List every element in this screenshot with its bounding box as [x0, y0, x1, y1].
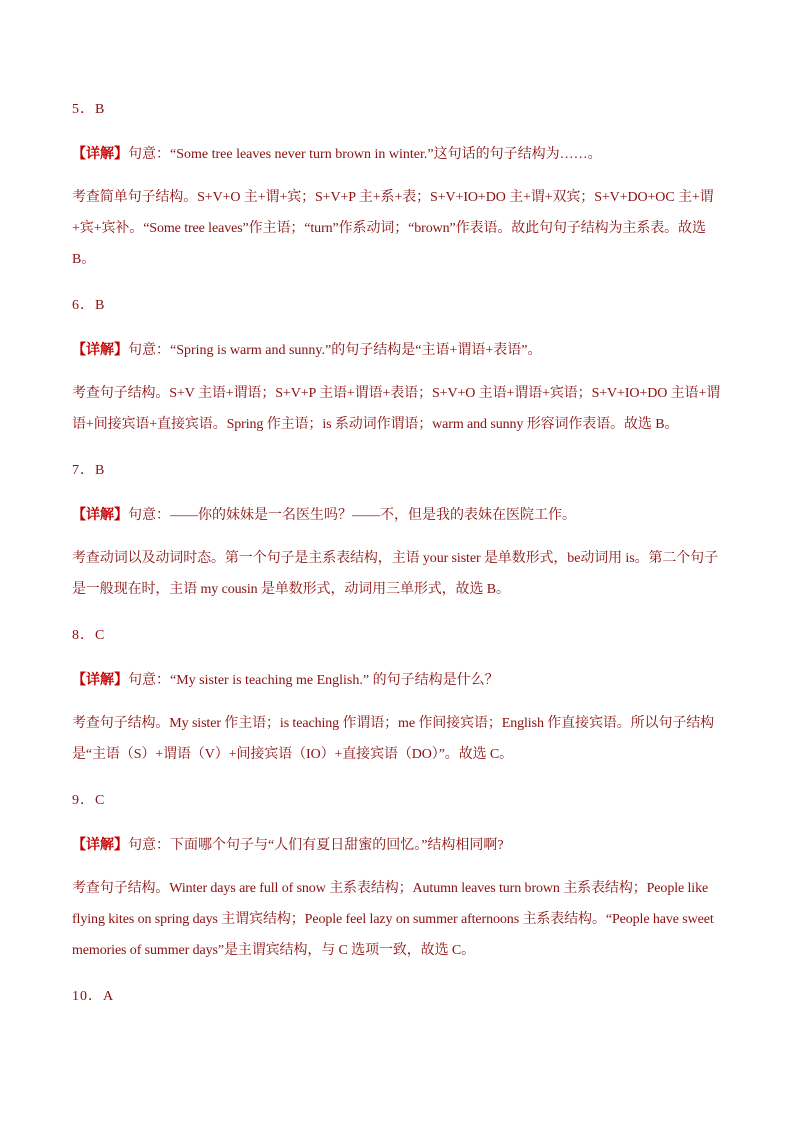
detail-text: 句意：“Some tree leaves never turn brown in winter.”这句话的句子结构为……。 — [128, 147, 602, 162]
detail-tag: 【详解】 — [72, 508, 128, 523]
detail-line — [72, 671, 724, 691]
detail-line — [72, 506, 724, 526]
question-number: 6．B — [72, 298, 106, 313]
answer-item-6 — [72, 296, 724, 440]
analysis-paragraph: 考查句子结构。Winter days are full of snow 主系表结构；Autumn leaves turn brown 主系表结构；People like flying kites on spring days 主谓宾结构；People feel lazy on summer afternoons 主系表结构。“People have sweet memories of summer days”是主谓宾结构，与 C 选项一致，故选 C。 — [72, 881, 714, 958]
answer-item-7 — [72, 461, 724, 605]
answer-item-9 — [72, 791, 724, 966]
analysis-paragraph: 考查句子结构。S+V 主语+谓语；S+V+P 主语+谓语+表语；S+V+O 主语+谓语+宾语；S+V+IO+DO 主语+谓语+间接宾语+直接宾语。Spring 作主语；is 系动词作谓语；warm and sunny 形容词作表语。故选 B。 — [72, 386, 721, 432]
answer-item-5 — [72, 100, 724, 275]
detail-tag: 【详解】 — [72, 673, 128, 688]
detail-line — [72, 145, 724, 165]
question-number: 9．C — [72, 793, 106, 808]
detail-text: 句意：“Spring is warm and sunny.”的句子结构是“主语+谓语+表语”。 — [128, 343, 542, 358]
question-number: 7．B — [72, 463, 106, 478]
detail-tag: 【详解】 — [72, 343, 128, 358]
detail-tag: 【详解】 — [72, 838, 128, 853]
detail-line — [72, 836, 724, 856]
detail-text: 句意：下面哪个句子与“人们有夏日甜蜜的回忆。”结构相同啊? — [128, 838, 504, 853]
analysis-paragraph: 考查动词以及动词时态。第一个句子是主系表结构，主语 your sister 是单数形式，be动词用 is。第二个句子是一般现在时，主语 my cousin 是单数形式，动词用三单形式，故选 B。 — [72, 551, 718, 597]
answer-item-8 — [72, 626, 724, 770]
detail-text: 句意：“My sister is teaching me English.” 的句子结构是什么？ — [128, 673, 499, 688]
question-number: 10．A — [72, 989, 115, 1004]
question-number: 8．C — [72, 628, 106, 643]
answer-item-10 — [72, 987, 724, 1007]
analysis-paragraph: 考查句子结构。My sister 作主语；is teaching 作谓语；me 作间接宾语；English 作直接宾语。所以句子结构是“主语（S）+谓语（V）+间接宾语（IO）+直接宾语（DO）”。故选 C。 — [72, 716, 715, 762]
detail-text: 句意：——你的妹妹是一名医生吗？——不，但是我的表妹在医院工作。 — [128, 508, 576, 523]
detail-tag: 【详解】 — [72, 147, 128, 162]
detail-line — [72, 341, 724, 361]
analysis-paragraph: 考查简单句子结构。S+V+O 主+谓+宾；S+V+P 主+系+表；S+V+IO+DO 主+谓+双宾；S+V+DO+OC 主+谓+宾+宾补。“Some tree leaves”作主语；“turn”作系动词；“brown”作表语。故此句句子结构为主系表。故选B。 — [72, 190, 714, 267]
question-number: 5．B — [72, 102, 106, 117]
